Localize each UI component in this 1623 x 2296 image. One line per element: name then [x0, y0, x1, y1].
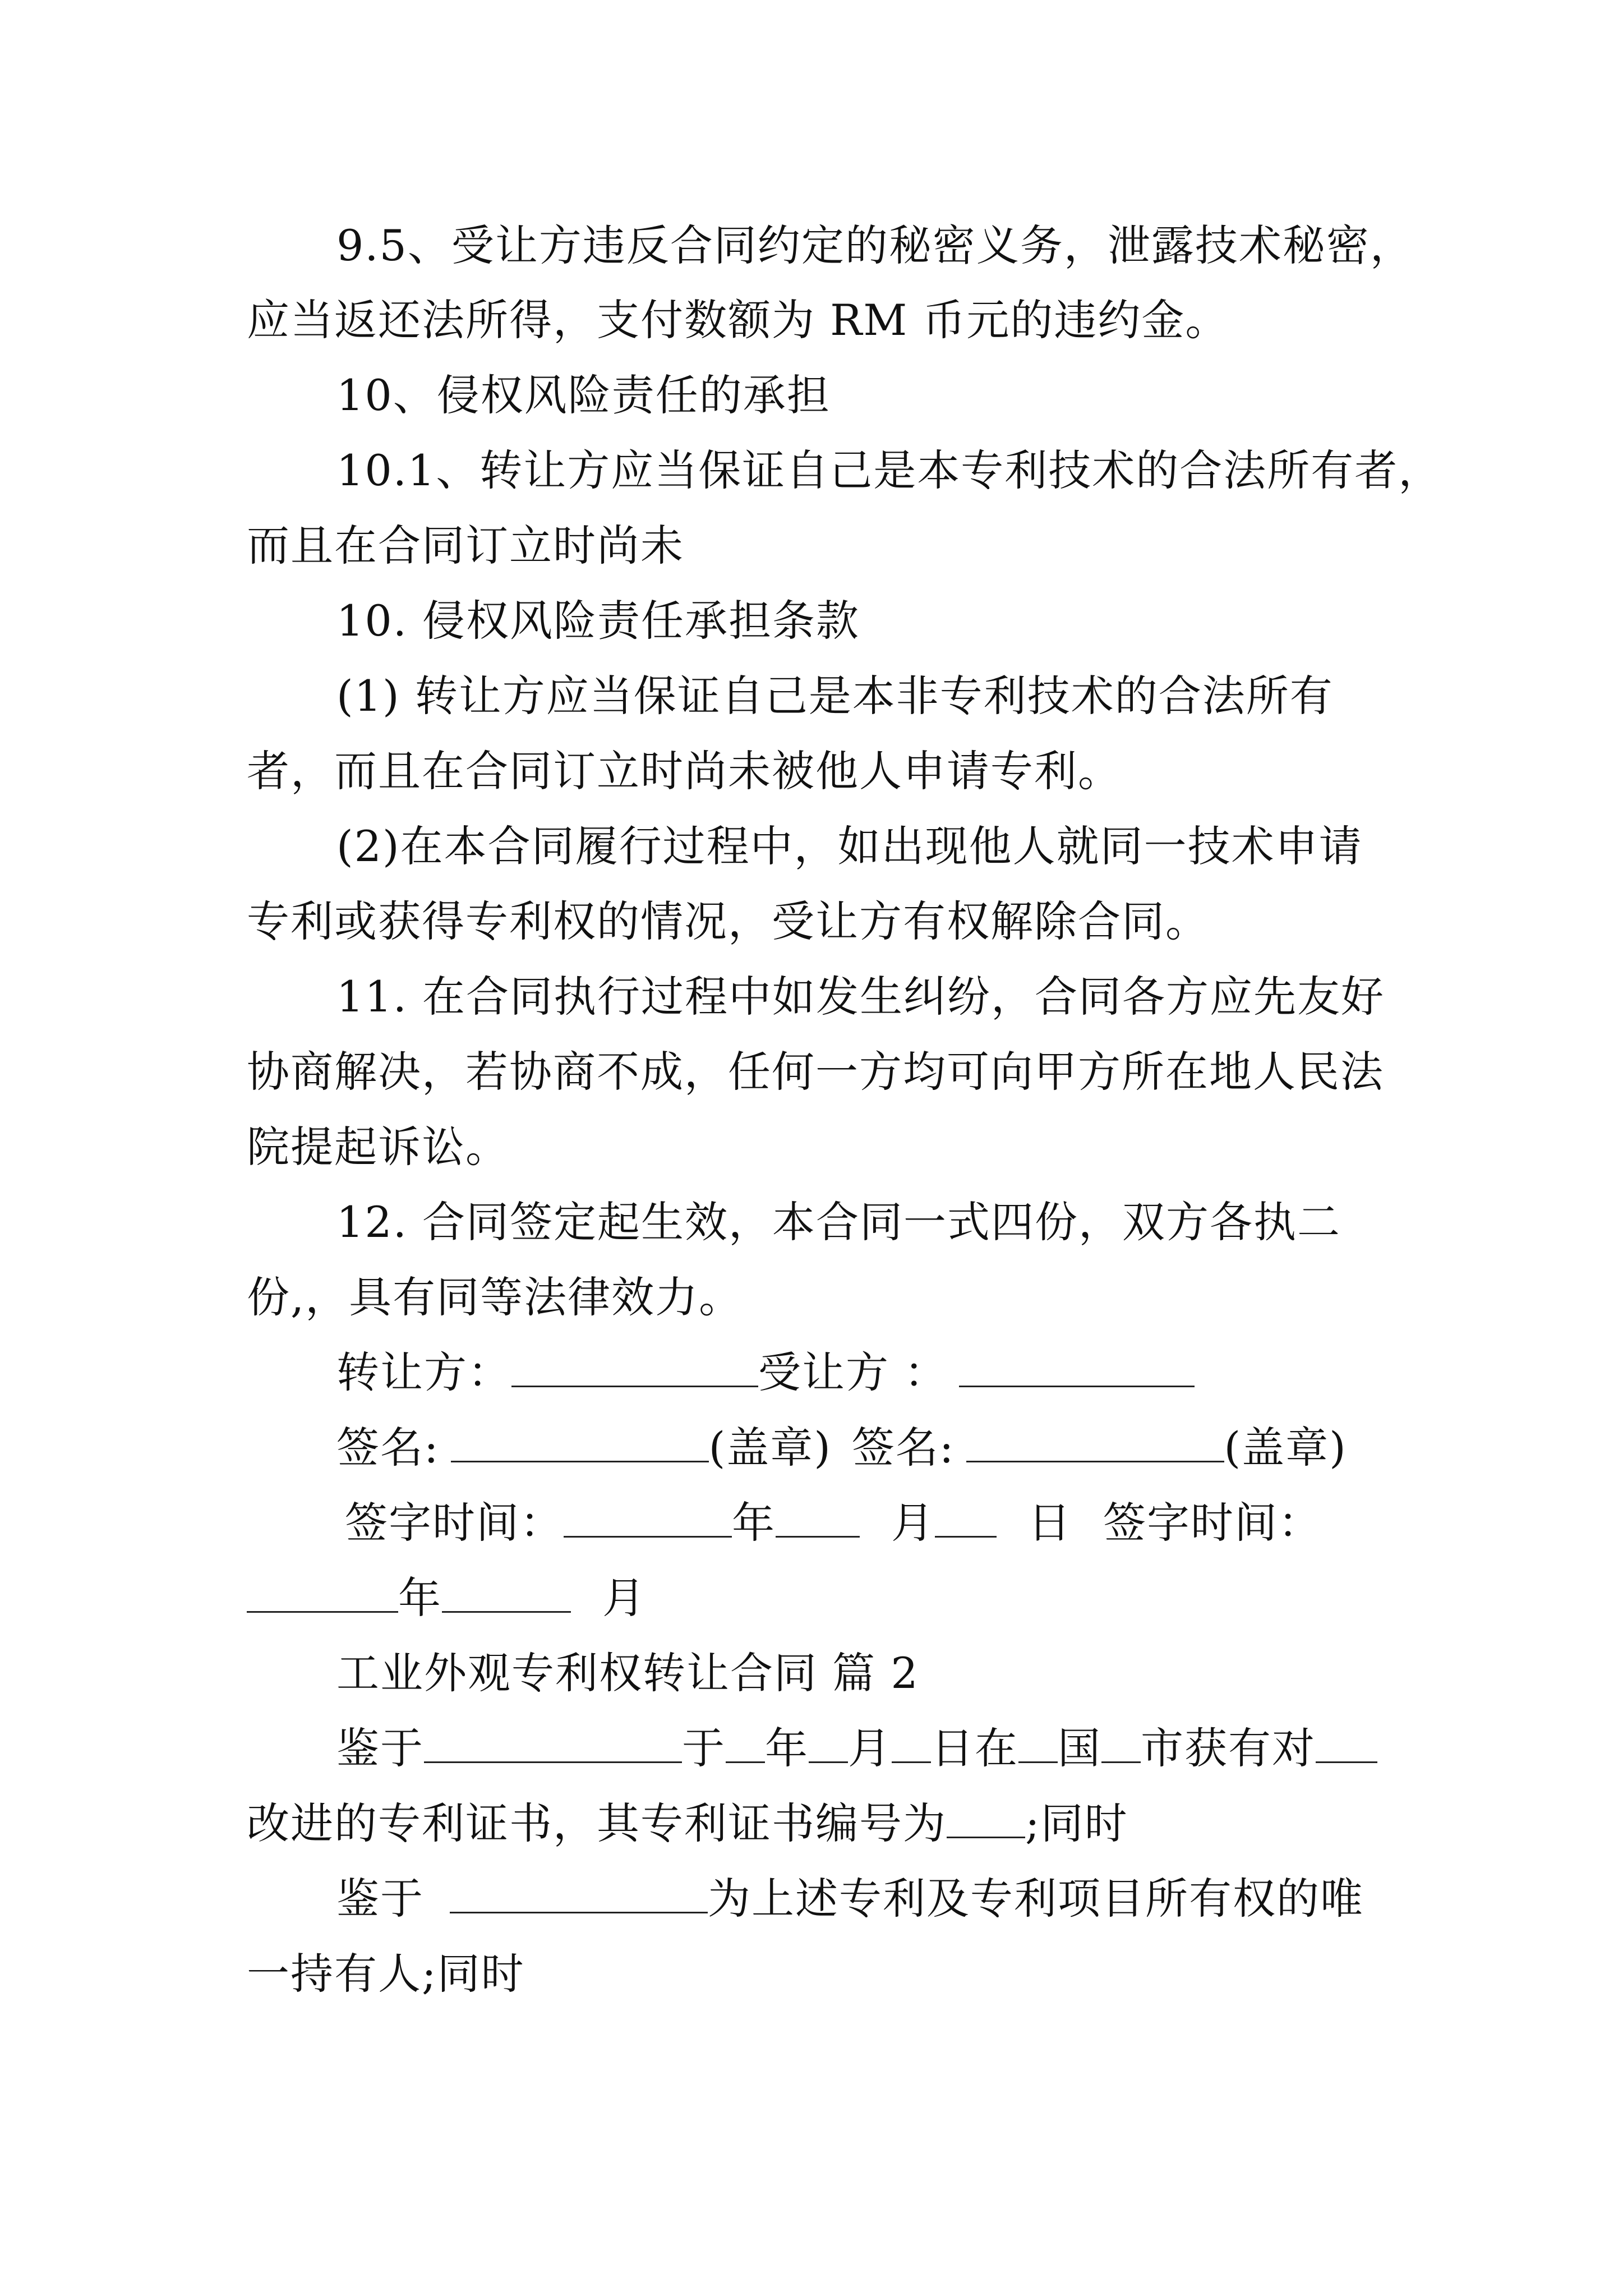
- day-in-label: 日在: [931, 1723, 1018, 1773]
- improvement-blank[interactable]: [1316, 1723, 1377, 1763]
- sign-label-b: 签名:: [851, 1423, 955, 1473]
- whereas-line-2: [336, 1874, 1364, 1924]
- day-blank[interactable]: [892, 1723, 931, 1763]
- city-blank[interactable]: [1101, 1723, 1141, 1763]
- patentee-blank[interactable]: [424, 1723, 682, 1763]
- transferor-blank[interactable]: [511, 1347, 758, 1387]
- certificate-number-blank[interactable]: [947, 1798, 1025, 1838]
- day-label: 日: [1028, 1498, 1072, 1548]
- transferee-label: 受让方 ：: [758, 1347, 948, 1397]
- paragraph-line: 一持有人;同时: [247, 1949, 525, 1999]
- year-label: 年: [765, 1723, 809, 1773]
- paragraph-line: 10.1、转让方应当保证自己是本专利技术的合法所有者，: [336, 445, 1442, 495]
- transferor-label: 转让方：: [336, 1347, 511, 1397]
- city-obtained-label: 市获有对: [1141, 1723, 1316, 1773]
- country-label: 国: [1058, 1723, 1101, 1773]
- seal-label-a: (盖章): [708, 1423, 832, 1473]
- signature-parties-line: [336, 1347, 1195, 1398]
- paragraph-line: 院提起诉讼。: [247, 1122, 509, 1172]
- month-blank[interactable]: [809, 1723, 848, 1763]
- month-label: 月: [891, 1498, 935, 1548]
- whereas-line: [336, 1723, 1377, 1774]
- signature-line: [336, 1423, 1347, 1473]
- paragraph-line: 者，而且在合同订立时尚未被他人申请专利。: [247, 746, 1122, 796]
- paragraph-line: 11. 在合同执行过程中如发生纠纷，合同各方应先友好: [336, 972, 1385, 1022]
- transferee-blank[interactable]: [959, 1347, 1195, 1387]
- certificate-line: [247, 1798, 1128, 1849]
- section-heading: 10、侵权风险责任的承担: [336, 370, 831, 420]
- paragraph-line: (1) 转让方应当保证自己是本非专利技术的合法所有: [336, 671, 1334, 721]
- sign-label-a: 签名:: [336, 1423, 440, 1473]
- paragraph-line: 而且在合同订立时尚未: [247, 521, 684, 570]
- month-blank-a[interactable]: [776, 1498, 860, 1538]
- signature-blank-b[interactable]: [966, 1423, 1224, 1462]
- year-label: 年: [732, 1498, 776, 1548]
- paragraph-line: 份,，具有同等法律效力。: [247, 1272, 743, 1322]
- whereas-label-2: 鉴于: [336, 1874, 424, 1924]
- whereas-label: 鉴于: [336, 1723, 424, 1773]
- paragraph-line: 应当返还法所得，支付数额为 RM 币元的违约金。: [247, 295, 1229, 345]
- at-label: 于: [682, 1723, 726, 1773]
- section-title: 工业外观专利权转让合同 篇 2: [336, 1648, 919, 1698]
- paragraph-line: 9.5、受让方违反合同约定的秘密义务，泄露技术秘密，: [336, 220, 1414, 270]
- meanwhile-label: ;同时: [1025, 1798, 1128, 1848]
- paragraph-line: 专利或获得专利权的情况，受让方有权解除合同。: [247, 896, 1209, 946]
- seal-label-b: (盖章): [1224, 1423, 1347, 1473]
- owner-blank[interactable]: [450, 1874, 708, 1913]
- signature-blank-a[interactable]: [451, 1423, 709, 1462]
- paragraph-line: (2)在本合同履行过程中，如出现他人就同一技术申请: [336, 821, 1363, 871]
- paragraph-line: 12. 合同签定起生效，本合同一式四份，双方各执二: [336, 1197, 1341, 1247]
- month-label-2: 月: [602, 1573, 646, 1623]
- date-label-a: 签字时间：: [345, 1498, 564, 1548]
- month-blank-b[interactable]: [442, 1573, 571, 1613]
- section-heading: 10. 侵权风险责任承担条款: [336, 596, 860, 646]
- certificate-label: 改进的专利证书，其专利证书编号为: [247, 1798, 947, 1848]
- paragraph-line: 协商解决，若协商不成，任何一方均可向甲方所在地人民法: [247, 1047, 1384, 1097]
- signing-date-continued: [247, 1573, 646, 1623]
- signing-date-line: [345, 1498, 1322, 1548]
- owner-text: 为上述专利及专利项目所有权的唯: [708, 1874, 1364, 1924]
- month-label: 月: [848, 1723, 892, 1773]
- year-blank-a[interactable]: [564, 1498, 732, 1538]
- country-blank[interactable]: [1018, 1723, 1058, 1763]
- year-blank[interactable]: [726, 1723, 765, 1763]
- date-label-b: 签字时间：: [1103, 1498, 1322, 1548]
- year-blank-b[interactable]: [247, 1573, 398, 1613]
- year-label-2: 年: [398, 1573, 442, 1623]
- day-blank-a[interactable]: [935, 1498, 997, 1538]
